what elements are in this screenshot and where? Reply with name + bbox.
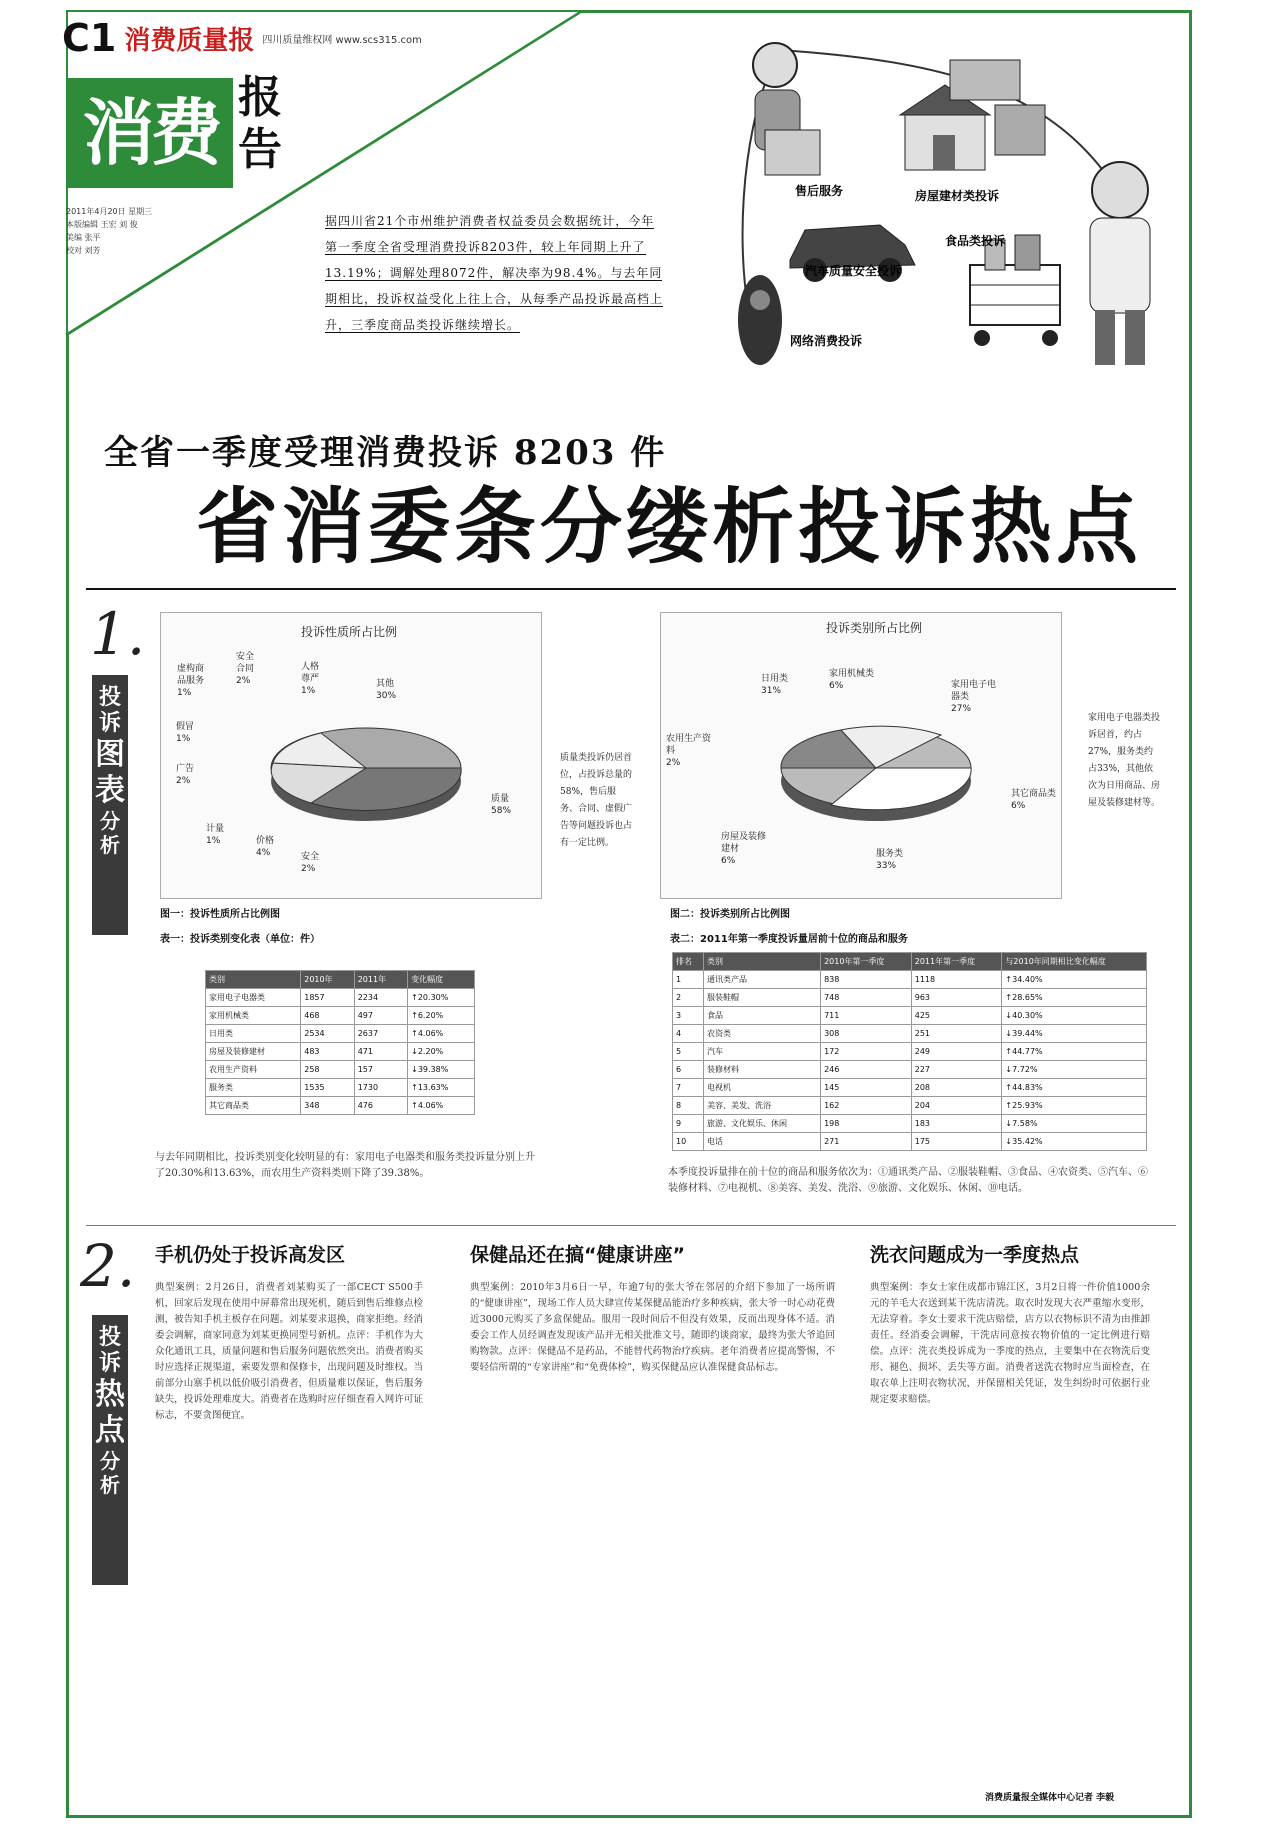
badge-char: 图 [95,737,125,772]
cell: 1857 [301,989,354,1007]
cell: 汽车 [703,1043,820,1061]
pie2-label: 家用机械类 6% [829,669,875,691]
cell: 251 [911,1025,1002,1043]
cell: 308 [821,1025,912,1043]
cell: 食品 [703,1007,820,1025]
cell: 157 [354,1061,407,1079]
cell: 183 [911,1115,1002,1133]
pie2-label: 服务类 33% [876,849,904,871]
table-header: 排名 [673,953,704,971]
mouse-icon [738,275,782,365]
cell: 711 [821,1007,912,1025]
pie2-label: 家用电子电 器类 27% [951,680,997,714]
badge-char: 分 [100,809,120,833]
cell: 9 [673,1115,704,1133]
cell: ↑34.40% [1002,971,1147,989]
cell: 房屋及装修建材 [206,1043,301,1061]
meta-line: 2011年4月20日 星期三 [66,207,153,216]
table-row [673,1043,1147,1061]
badge-char: 分 [100,1449,120,1473]
cell: ↑13.63% [408,1079,475,1097]
illus-label: 售后服务 [795,184,844,198]
part2-badge [92,1315,128,1585]
table-row [673,1079,1147,1097]
cell: 电视机 [703,1079,820,1097]
table-row [673,1133,1147,1151]
table-row [673,1061,1147,1079]
cell: 其它商品类 [206,1097,301,1115]
table-row [673,989,1147,1007]
pie1-title: 投诉性质所占比例 [301,625,398,639]
cell: 8 [673,1097,704,1115]
column1-text: 典型案例：2月26日，消费者刘某购买了一部CECT S500手机，回家后发现在使用中屏幕常出现死机，随后到售后维修点检测，被告知手机主板存在问题。刘某要求退换，商家拒绝。经消委会调解，商家同意为刘某更换同型号新机。点评：手机作为大众化通讯工具，质量问题和售后服务问题依然突出。消费者购买时应选择正规渠道，索要发票和保修卡，出现问题及时维权。当前部分山寨手机以低价吸引消费者，但质量难以保证，售后服务缺失，投诉处理难度大。消费者在选购时应仔细查看入网许可证标志，不要贪图便宜。 [155,1282,423,1421]
cartoon-illustration [720,20,1180,410]
cell: 6 [673,1061,704,1079]
cell: ↓40.30% [1002,1007,1147,1025]
cell: ↑28.65% [1002,989,1147,1007]
badge-char: 表 [95,773,125,808]
cell: 农资类 [703,1025,820,1043]
table-row [673,1115,1147,1133]
man-figure [1090,162,1150,365]
cell: 208 [911,1079,1002,1097]
cell: 2637 [354,1025,407,1043]
cell: 装修材料 [703,1061,820,1079]
pie1-label: 价格 4% [256,836,275,858]
table-header: 2011年第一季度 [911,953,1002,971]
pie2-label: 日用类 31% [761,674,789,696]
cell: 美容、美发、洗浴 [703,1097,820,1115]
box-icon [765,130,820,175]
cell: 258 [301,1061,354,1079]
table2-paragraph: 本季度投诉量排在前十位的商品和服务依次为：①通讯类产品、②服装鞋帽、③食品、④农资类、⑤汽车、⑥装修材料、⑦电视机、⑧美容、美发、洗浴、⑨旅游、文化娱乐、休闲、⑩电话。 [668,1167,1148,1194]
column3-title: 洗衣问题成为一季度热点 [870,1244,1080,1266]
cell: ↓39.44% [1002,1025,1147,1043]
meta-line: 美编 张平 [66,233,101,242]
section-name: 消费 [68,78,233,188]
table-row [206,1025,475,1043]
cell: 1 [673,971,704,989]
pie2-title: 投诉类别所占比例 [826,621,923,635]
table1-caption: 表一：投诉类别变化表（单位：件） [160,934,320,945]
illus-label: 汽车质量安全投诉 [805,264,902,278]
cell: 服装鞋帽 [703,989,820,1007]
pie2-label: 其它商品类 6% [1011,789,1057,811]
cell: ↑20.30% [408,989,475,1007]
page-number: C1 [62,16,117,60]
cell: 162 [821,1097,912,1115]
cell: ↓7.72% [1002,1061,1147,1079]
table-header: 2011年 [354,971,407,989]
lead-paragraph [325,208,663,338]
badge-char: 析 [100,833,120,857]
table-header: 2010年 [301,971,354,989]
cell: 198 [821,1115,912,1133]
masthead [62,18,422,58]
cell: 145 [821,1079,912,1097]
table-row [206,1043,475,1061]
part2-number: 2. [80,1232,136,1300]
cell: 476 [354,1097,407,1115]
cell: 7 [673,1079,704,1097]
pie1-label: 安全 2% [301,852,320,874]
cell: 10 [673,1133,704,1151]
cell: 471 [354,1043,407,1061]
cell: 425 [911,1007,1002,1025]
table-header-row [206,971,475,989]
cell: ↑44.83% [1002,1079,1147,1097]
illus-label: 网络消费投诉 [790,334,863,348]
pie-chart-2 [660,612,1062,899]
cell: 服务类 [206,1079,301,1097]
pie-chart-1 [160,612,542,899]
pie1-label: 假冒 1% [176,722,195,744]
cell: 日用类 [206,1025,301,1043]
cell: 249 [911,1043,1002,1061]
illus-label: 食品类投诉 [945,234,1006,248]
cell: ↓35.42% [1002,1133,1147,1151]
cell: 468 [301,1007,354,1025]
cell: 348 [301,1097,354,1115]
table-header: 类别 [206,971,301,989]
shopping-cart-icon [970,235,1060,346]
cell: 4 [673,1025,704,1043]
pie2-label: 农用生产资 料 2% [666,734,712,768]
cell: 旅游、文化娱乐、休闲 [703,1115,820,1133]
table-header: 类别 [703,953,820,971]
cell: ↑25.93% [1002,1097,1147,1115]
column3-text: 典型案例：李女士家住成都市锦江区，3月2日将一件价值1000余元的羊毛大衣送到某干洗店清洗。取衣时发现大衣严重缩水变形，无法穿着。李女士要求干洗店赔偿，店方以衣物标识不清为由推卸责任。经消委会调解，干洗店同意按衣物价值的一定比例进行赔偿。点评：洗衣类投诉成为一季度的热点，主要集中在衣物洗后变形、褪色、损坏、丢失等方面。消费者送洗衣物时应当面检查，在取衣单上注明衣物状况，并保留相关凭证，发生纠纷时可依据行业规定要求赔偿。 [870,1282,1150,1405]
cell: 497 [354,1007,407,1025]
cell: 家用电子电器类 [206,989,301,1007]
column1-title: 手机仍处于投诉高发区 [155,1244,346,1266]
cell: ↓2.20% [408,1043,475,1061]
cell: 1535 [301,1079,354,1097]
cell: 1118 [911,971,1002,989]
cell: 农用生产资料 [206,1061,301,1079]
pie1-label: 其他 30% [376,679,397,701]
section-subtitle: 报告 [238,72,282,175]
table-row [673,1025,1147,1043]
pie1-label: 安全 合同 2% [236,652,255,686]
cell: 172 [821,1043,912,1061]
meta-line: 校对 刘芳 [66,246,101,255]
pie2-note: 家用电子电器类投诉居首，约占27%，服务类约占33%，其他依次为日用商品、房屋及装修建材等。 [1088,713,1161,808]
section-divider [86,1225,1176,1226]
table-header: 2010年第一季度 [821,953,912,971]
illus-label: 房屋建材类投诉 [915,189,1000,203]
paper-name: 消费质量报 [124,25,255,56]
cell: 2534 [301,1025,354,1043]
cell: ↓39.38% [408,1061,475,1079]
cell: ↑6.20% [408,1007,475,1025]
table-row [673,1097,1147,1115]
pie1-graphic [161,613,541,898]
column2-title: 保健品还在搞“健康讲座” [470,1244,685,1266]
pie1-label: 质量 58% [491,794,512,816]
pie2-label: 房屋及装修 建材 6% [721,832,767,866]
table-header: 变化幅度 [408,971,475,989]
cell: ↑44.77% [1002,1043,1147,1061]
cell: 748 [821,989,912,1007]
table2-caption: 表二：2011年第一季度投诉量居前十位的商品和服务 [670,934,908,945]
cell: 963 [911,989,1002,1007]
table-row [206,1061,475,1079]
cell: 1730 [354,1079,407,1097]
pie1-caption: 图一：投诉性质所占比例图 [160,909,280,920]
badge-char: 析 [100,1473,120,1497]
table-row [206,1007,475,1025]
meta-line: 本版编辑 王宏 刘 俊 [66,220,138,229]
badge-char: 热 [95,1377,125,1412]
part1-badge [92,675,128,935]
cell: 家用机械类 [206,1007,301,1025]
pie2-caption: 图二：投诉类别所占比例图 [670,909,790,920]
table-row [673,1007,1147,1025]
part1-number: 1. [90,600,146,668]
cell: 2 [673,989,704,1007]
pie1-label: 人格 尊严 1% [301,662,320,696]
site-info: 四川质量维权网 www.scs315.com [262,34,422,46]
cell: ↓7.58% [1002,1115,1147,1133]
issue-meta [66,205,196,257]
column2-text: 典型案例：2010年3月6日一早，年逾7旬的张大爷在邻居的介绍下参加了一场所谓的“健康讲座”，现场工作人员大肆宣传某保健品能治疗多种疾病，张大爷一时心动花费近3000元购买了多盒保健品。服用一段时间后不但没有效果，反而出现身体不适。消委会工作人员经调查发现该产品并无相关批准文号，随即约谈商家，最终为张大爷追回购物款。点评：保健品不是药品，不能替代药物治疗疾病。老年消费者应提高警惕，不要轻信所谓的“专家讲座”和“免费体检”，购买保健品应认准保健食品标志。 [470,1282,835,1373]
cell: 3 [673,1007,704,1025]
sub-headline: 全省一季度受理消费投诉 8203 件 [104,433,667,473]
headline-rule [86,588,1176,590]
table-1 [205,970,475,1115]
table-header: 与2010年同期相比变化幅度 [1002,953,1147,971]
cell: 483 [301,1043,354,1061]
badge-char: 点 [95,1413,125,1448]
cell: 227 [911,1061,1002,1079]
table-2 [672,952,1147,1151]
badge-char: 投 [98,1325,121,1350]
table-row [673,971,1147,989]
cell: 通讯类产品 [703,971,820,989]
cell: 5 [673,1043,704,1061]
byline: 消费质量报全媒体中心记者 李毅 [985,1793,1115,1803]
table-header-row [673,953,1147,971]
badge-char: 诉 [98,1351,121,1376]
badge-char: 诉 [98,711,121,736]
house-icon [900,60,1045,170]
cell: ↑4.06% [408,1097,475,1115]
main-headline: 省消委条分缕析投诉热点 [196,480,1143,575]
pie1-label: 广告 2% [176,764,195,786]
cell: 电话 [703,1133,820,1151]
badge-char: 投 [98,685,121,710]
cell: 838 [821,971,912,989]
lead-text: 据四川省21个市州维护消费者权益委员会数据统计，今年第一季度全省受理消费投诉8203件，较上年同期上升了13.19%；调解处理8072件，解决率为98.4%。与去年同期相比，投诉权益受化上往上合，从每季产品投诉最高档上升，三季度商品类投诉继续增长。 [325,214,664,332]
table1-paragraph: 与去年同期相比，投诉类别变化较明显的有：家用电子电器类和服务类投诉量分别上升了20.30%和13.63%，而农用生产资料类则下降了39.38%。 [155,1152,535,1179]
cell: 2234 [354,989,407,1007]
cell: 175 [911,1133,1002,1151]
pie1-label: 虚构商 品服务 1% [177,664,205,698]
cell: 204 [911,1097,1002,1115]
table-row [206,1097,475,1115]
cell: ↑4.06% [408,1025,475,1043]
table-row [206,1079,475,1097]
table-row [206,989,475,1007]
pie1-note: 质量类投诉仍居首位，占投诉总量的58%，售后服务、合同、虚假广告等问题投诉也占有一定比例。 [560,753,633,848]
pie1-label: 计量 1% [206,824,225,846]
cell: 271 [821,1133,912,1151]
cell: 246 [821,1061,912,1079]
